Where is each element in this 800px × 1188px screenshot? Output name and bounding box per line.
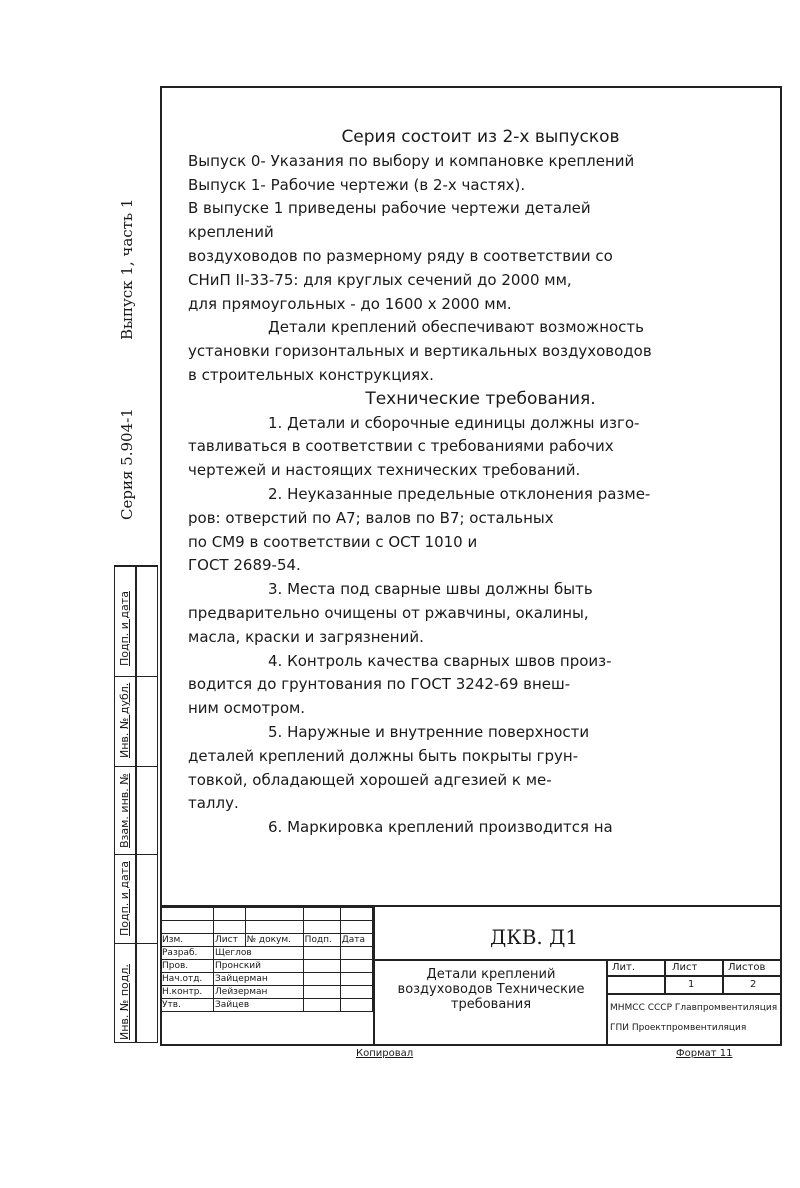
body-line: масла, краски и загрязнений. [188,627,424,646]
document-title: Детали креплений воздуховодов Технические требования [397,967,585,1012]
grid-header-doc: № докум. [245,934,303,947]
role-label: Н.контр. [161,986,214,999]
grid-header-list: Лист [214,934,246,947]
role-label: Пров. [161,960,214,973]
body-line: таллу. [188,794,239,813]
grid-header-sign: Подп. [303,934,340,947]
stamp-sign-date-2: Подп. и дата [118,861,131,936]
copied-by-label: Копировал [356,1048,414,1059]
body-line: Серия состоит из 2-х выпусков [341,127,620,147]
left-stamp-table [114,565,158,1043]
sheets-label: Листов [728,962,766,973]
role-name: Щеглов [214,947,304,960]
body-line: товкой, обладающей хорошей адгезией к ме- [188,770,552,789]
stamp-dup-inv: Инв. № дубл. [118,682,131,758]
lit-label: Лит. [612,962,636,973]
format-label: Формат 11 [676,1048,733,1059]
stamp-replace-inv: Взам. инв. № [118,773,131,848]
org-2: ГПИ Проектпромвентиляция [610,1023,747,1033]
body-line: 1. Детали и сборочные единицы должны изго- [268,413,640,432]
body-line: 2. Неуказанные предельные отклонения разме- [268,484,651,503]
body-line: 3. Места под сварные швы должны быть [268,580,593,599]
body-line: в строительных конструкциях. [188,365,434,384]
grid-header-izm: Изм. [161,934,214,947]
body-line: 6. Маркировка креплений производится на [268,818,613,837]
body-line: для прямоугольных - до 1600 х 2000 мм. [188,294,512,313]
role-name: Пронский [214,960,304,973]
body-line: предварительно очищены от ржавчины, окалины, [188,603,589,622]
issue-label: Выпуск 1, часть 1 [118,198,136,340]
body-line: установки горизонтальных и вертикальных воздуховодов [188,342,652,361]
body-line: 4. Контроль качества сварных швов произ- [268,651,612,670]
body-line: В выпуске 1 приведены рабочие чертежи деталей [188,199,591,218]
body-line: Детали креплений обеспечивают возможность [268,318,645,337]
sheet-label: Лист [672,962,698,973]
body-line: ним осмотром. [188,699,306,718]
sheets-count: 2 [750,979,757,990]
body-line: креплений [188,223,274,242]
title-block [160,905,782,1046]
body-line: 5. Наружные и внутренние поверхности [268,722,590,741]
body-line: Выпуск 1- Рабочие чертежи (в 2-х частях). [188,175,526,194]
stamp-sign-date: Подп. и дата [118,591,131,666]
body-line: тавливаться в соответствии с требованиями рабочих [188,437,614,456]
body-line: водится до грунтования по ГОСТ 3242-69 внеш- [188,675,571,694]
grid-header-date: Дата [340,934,372,947]
body-line: чертежей и настоящих технических требований. [188,461,581,480]
role-label: Разраб. [161,947,214,960]
body-line: ГОСТ 2689-54. [188,556,301,575]
role-label: Нач.отд. [161,973,214,986]
series-label: Серия 5.904-1 [118,408,136,520]
revision-grid [160,907,373,1012]
body-line: деталей креплений должны быть покрыты грун- [188,746,579,765]
sheet-number: 1 [688,979,695,990]
document-body [188,126,773,840]
body-line: ров: отверстий по А7; валов по В7; остальных [188,508,554,527]
body-line: Выпуск 0- Указания по выбору и компановке креплений [188,151,635,170]
role-name: Лейзерман [214,986,304,999]
side-stamp-text [112,180,152,560]
body-line: воздуховодов по размерному ряду в соответствии со [188,246,613,265]
role-label: Утв. [161,999,214,1012]
body-line: Технические требования. [365,388,596,409]
org-1: МНМСС СССР Главпромвентиляция [610,1003,778,1013]
body-line: СНиП II-33-75: для круглых сечений до 2000 мм, [188,270,572,289]
body-line: по СМ9 в соответствии с ОСТ 1010 и [188,532,478,551]
stamp-orig-inv: Инв. № подл. [118,964,131,1040]
document-code: ДКВ. Д1 [490,925,579,949]
role-name: Зайцев [214,999,304,1012]
role-name: Зайцерман [214,973,304,986]
